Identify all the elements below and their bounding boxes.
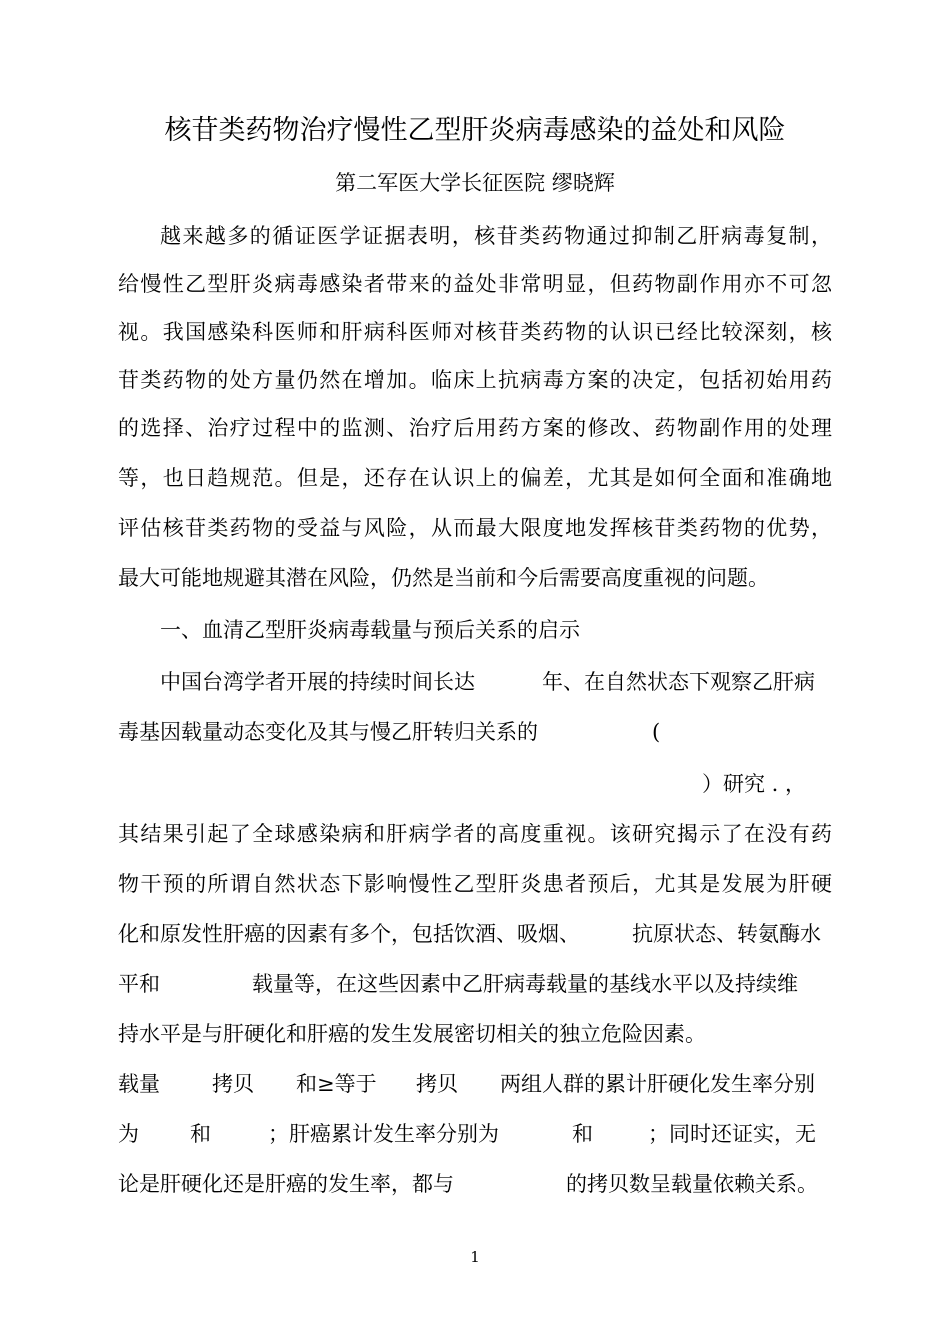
section1-line-10-text-b: 和 — [190, 1122, 211, 1146]
section1-line-6 — [118, 916, 832, 952]
section1-line-1 — [118, 664, 832, 700]
section1-line-6-text-b: 抗原状态、转氨酶水 — [632, 922, 821, 946]
section1-line-9-text-a: 载量 — [118, 1072, 160, 1096]
intro-line-8: 最大可能地规避其潜在风险，仍然是当前和今后需要高度重视的问题。 — [118, 566, 769, 590]
section1-line-1-text-b: 年、在自然状态下观察乙肝病 — [542, 670, 815, 694]
section1-line-10 — [118, 1116, 832, 1152]
section1-line-11 — [118, 1166, 832, 1202]
section1-line-1-text-a: 中国台湾学者开展的持续时间长达 — [160, 670, 475, 694]
section1-line-2-text-b: ( — [652, 720, 661, 744]
author-line: 第二军医大学长征医院 缪晓辉 — [335, 171, 615, 195]
intro-line-5: 的选择、治疗过程中的监测、治疗后用药方案的修改、药物副作用的处理 — [118, 416, 832, 440]
section1-line-6-text-a: 化和原发性肝癌的因素有多个，包括饮酒、吸烟、 — [118, 922, 580, 946]
section-heading: 一、血清乙型肝炎病毒载量与预后关系的启示 — [160, 618, 580, 642]
section1-line-10-text-e: ；同时还证实，无 — [648, 1122, 816, 1146]
section1-line-5: 物干预的所谓自然状态下影响慢性乙型肝炎患者预后，尤其是发展为肝硬 — [118, 872, 832, 896]
intro-line-3: 视。我国感染科医师和肝病科医师对核苷类药物的认识已经比较深刻，核 — [118, 320, 832, 344]
section1-line-7 — [118, 966, 832, 1002]
section1-line-9-text-b: 拷贝 — [212, 1072, 254, 1096]
section1-line-8: 持水平是与肝硬化和肝癌的发生发展密切相关的独立危险因素。 — [118, 1022, 706, 1046]
intro-line-4: 苷类药物的处方量仍然在增加。临床上抗病毒方案的决定，包括初始用药 — [118, 368, 832, 392]
intro-line-1: 越来越多的循证医学证据表明，核苷类药物通过抑制乙肝病毒复制， — [160, 224, 832, 248]
section1-line-4: 其结果引起了全球感染病和肝病学者的高度重视。该研究揭示了在没有药 — [118, 822, 832, 846]
section1-line-11-text-a: 论是肝硬化还是肝癌的发生率，都与 — [118, 1172, 454, 1196]
section1-line-7-text-b: 载量等，在这些因素中乙肝病毒载量的基线水平以及持续维 — [252, 972, 798, 996]
section1-line-10-text-d: 和 — [572, 1122, 593, 1146]
intro-line-7: 评估核苷类药物的受益与风险，从而最大限度地发挥核苷类药物的优势， — [118, 516, 832, 540]
section1-line-9-text-d: 拷贝 — [416, 1072, 458, 1096]
section1-line-2 — [118, 714, 832, 750]
section1-line-3-text: ）研究 . ， — [702, 772, 807, 796]
section1-line-2-text-a: 毒基因载量动态变化及其与慢乙肝转归关系的 — [118, 720, 538, 744]
section1-line-11-text-b: 的拷贝数呈载量依赖关系。 — [566, 1172, 818, 1196]
section1-line-10-text-a: 为 — [118, 1122, 139, 1146]
section1-line-9-text-e: 两组人群的累计肝硬化发生率分别 — [500, 1072, 815, 1096]
document-title: 核苷类药物治疗慢性乙型肝炎病毒感染的益处和风险 — [164, 115, 786, 146]
section1-line-9 — [118, 1066, 832, 1102]
intro-line-2: 给慢性乙型肝炎病毒感染者带来的益处非常明显，但药物副作用亦不可忽 — [118, 272, 832, 296]
section1-line-9-text-c: 和≥等于 — [296, 1072, 377, 1096]
section1-line-7-text-a: 平和 — [118, 972, 160, 996]
section1-line-10-text-c: ；肝癌累计发生率分别为 — [268, 1122, 499, 1146]
page-number: 1 — [470, 1248, 480, 1266]
section1-line-3 — [118, 766, 832, 802]
intro-line-6: 等，也日趋规范。但是，还存在认识上的偏差，尤其是如何全面和准确地 — [118, 466, 832, 490]
